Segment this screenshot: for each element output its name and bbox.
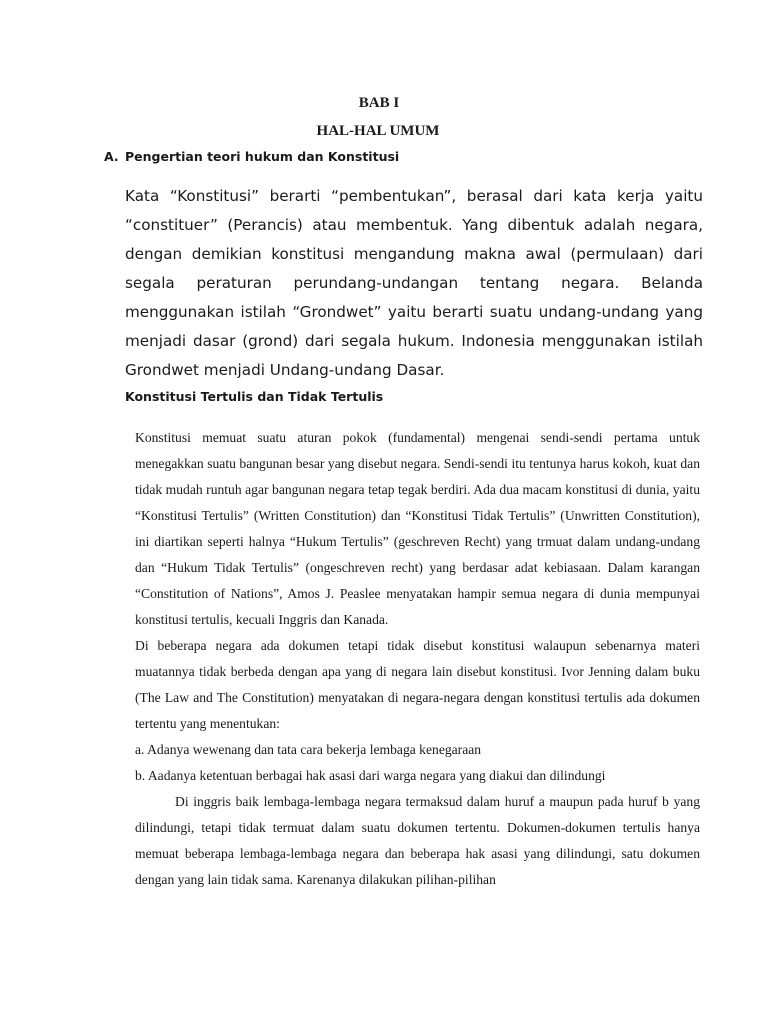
section-letter: A. — [104, 149, 119, 164]
section-title: Pengertian teori hukum dan Konstitusi — [125, 149, 400, 164]
chapter-title: HAL-HAL UMUM — [316, 123, 440, 139]
paragraph-constitution-definition: Konstitusi memuat suatu aturan pokok (fundamental) mengenai sendi-sendi pertama untuk menegakkan suatu bangunan besar yang disebut negara. Sendi-sendi itu tentunya harus kokoh, kuat dan tidak mudah runtuh agar bangunan negara tetap tegak berdiri. Ada dua macam konstitusi di dunia, yaitu “Konstitusi Tertulis” (Written Constitution) dan “Konstitusi Tidak Tertulis” (Unwritten Constitution), ini diartikan seperti halnya “Hukum Tertulis” (geschreven Recht) yang trmuat dalam undang-undang dan “Hukum Tidak Tertulis” (ongeschreven recht) yang berdasar adat kebiasaan. Dalam karangan “Constitution of Nations”, Amos J. Peaslee menyatakan hampir semua negara di dunia mempunyai konstitusi tertulis, kecuali Inggris dan Kanada. — [135, 430, 700, 627]
chapter-number: BAB I — [358, 95, 400, 111]
list-item-a: a. Adanya wewenang dan tata cara bekerja lembaga kenegaraan — [135, 742, 482, 757]
paragraph-england: Di inggris baik lembaga-lembaga negara termaksud dalam huruf a maupun pada huruf b yang dilindungi, tetapi tidak termuat dalam suatu dokumen tertentu. Dokumen-dokumen tertulis hanya memuat beberapa lembaga-lembaga negara dan beberapa hak asasi yang dilindungi, satu dokumen dengan yang lain tidak sama. Karenanya dilakukan pilihan-pilihan — [135, 794, 700, 887]
body-text — [135, 425, 700, 893]
subsection-title: Konstitusi Tertulis dan Tidak Tertulis — [125, 389, 384, 404]
paragraph-documents: Di beberapa negara ada dokumen tetapi tidak disebut konstitusi walaupun sebenarnya materi muatannya tidak berbeda dengan apa yang di negara lain disebut konstitusi. Ivor Jenning dalam buku (The Law and The Constitution) menyatakan di negara-negara dengan konstitusi tertulis ada dokumen tertentu yang menentukan: — [135, 638, 700, 731]
list-item-b: b. Aadanya ketentuan berbagai hak asasi dari warga negara yang diakui dan dilindungi — [135, 768, 606, 783]
intro-paragraph: Kata “Konstitusi” berarti “pembentukan”, berasal dari kata kerja yaitu “constituer” (Perancis) atau membentuk. Yang dibentuk adalah negara, dengan demikian konstitusi mengandung makna awal (permulaan) dari segala peraturan perundang-undangan tentang negara. Belanda menggunakan istilah “Grondwet” yaitu berarti suatu undang-undang yang menjadi dasar (grond) dari segala hukum. Indonesia menggunakan istilah Grondwet menjadi Undang-undang Dasar. — [125, 187, 703, 379]
section-heading — [104, 149, 399, 165]
